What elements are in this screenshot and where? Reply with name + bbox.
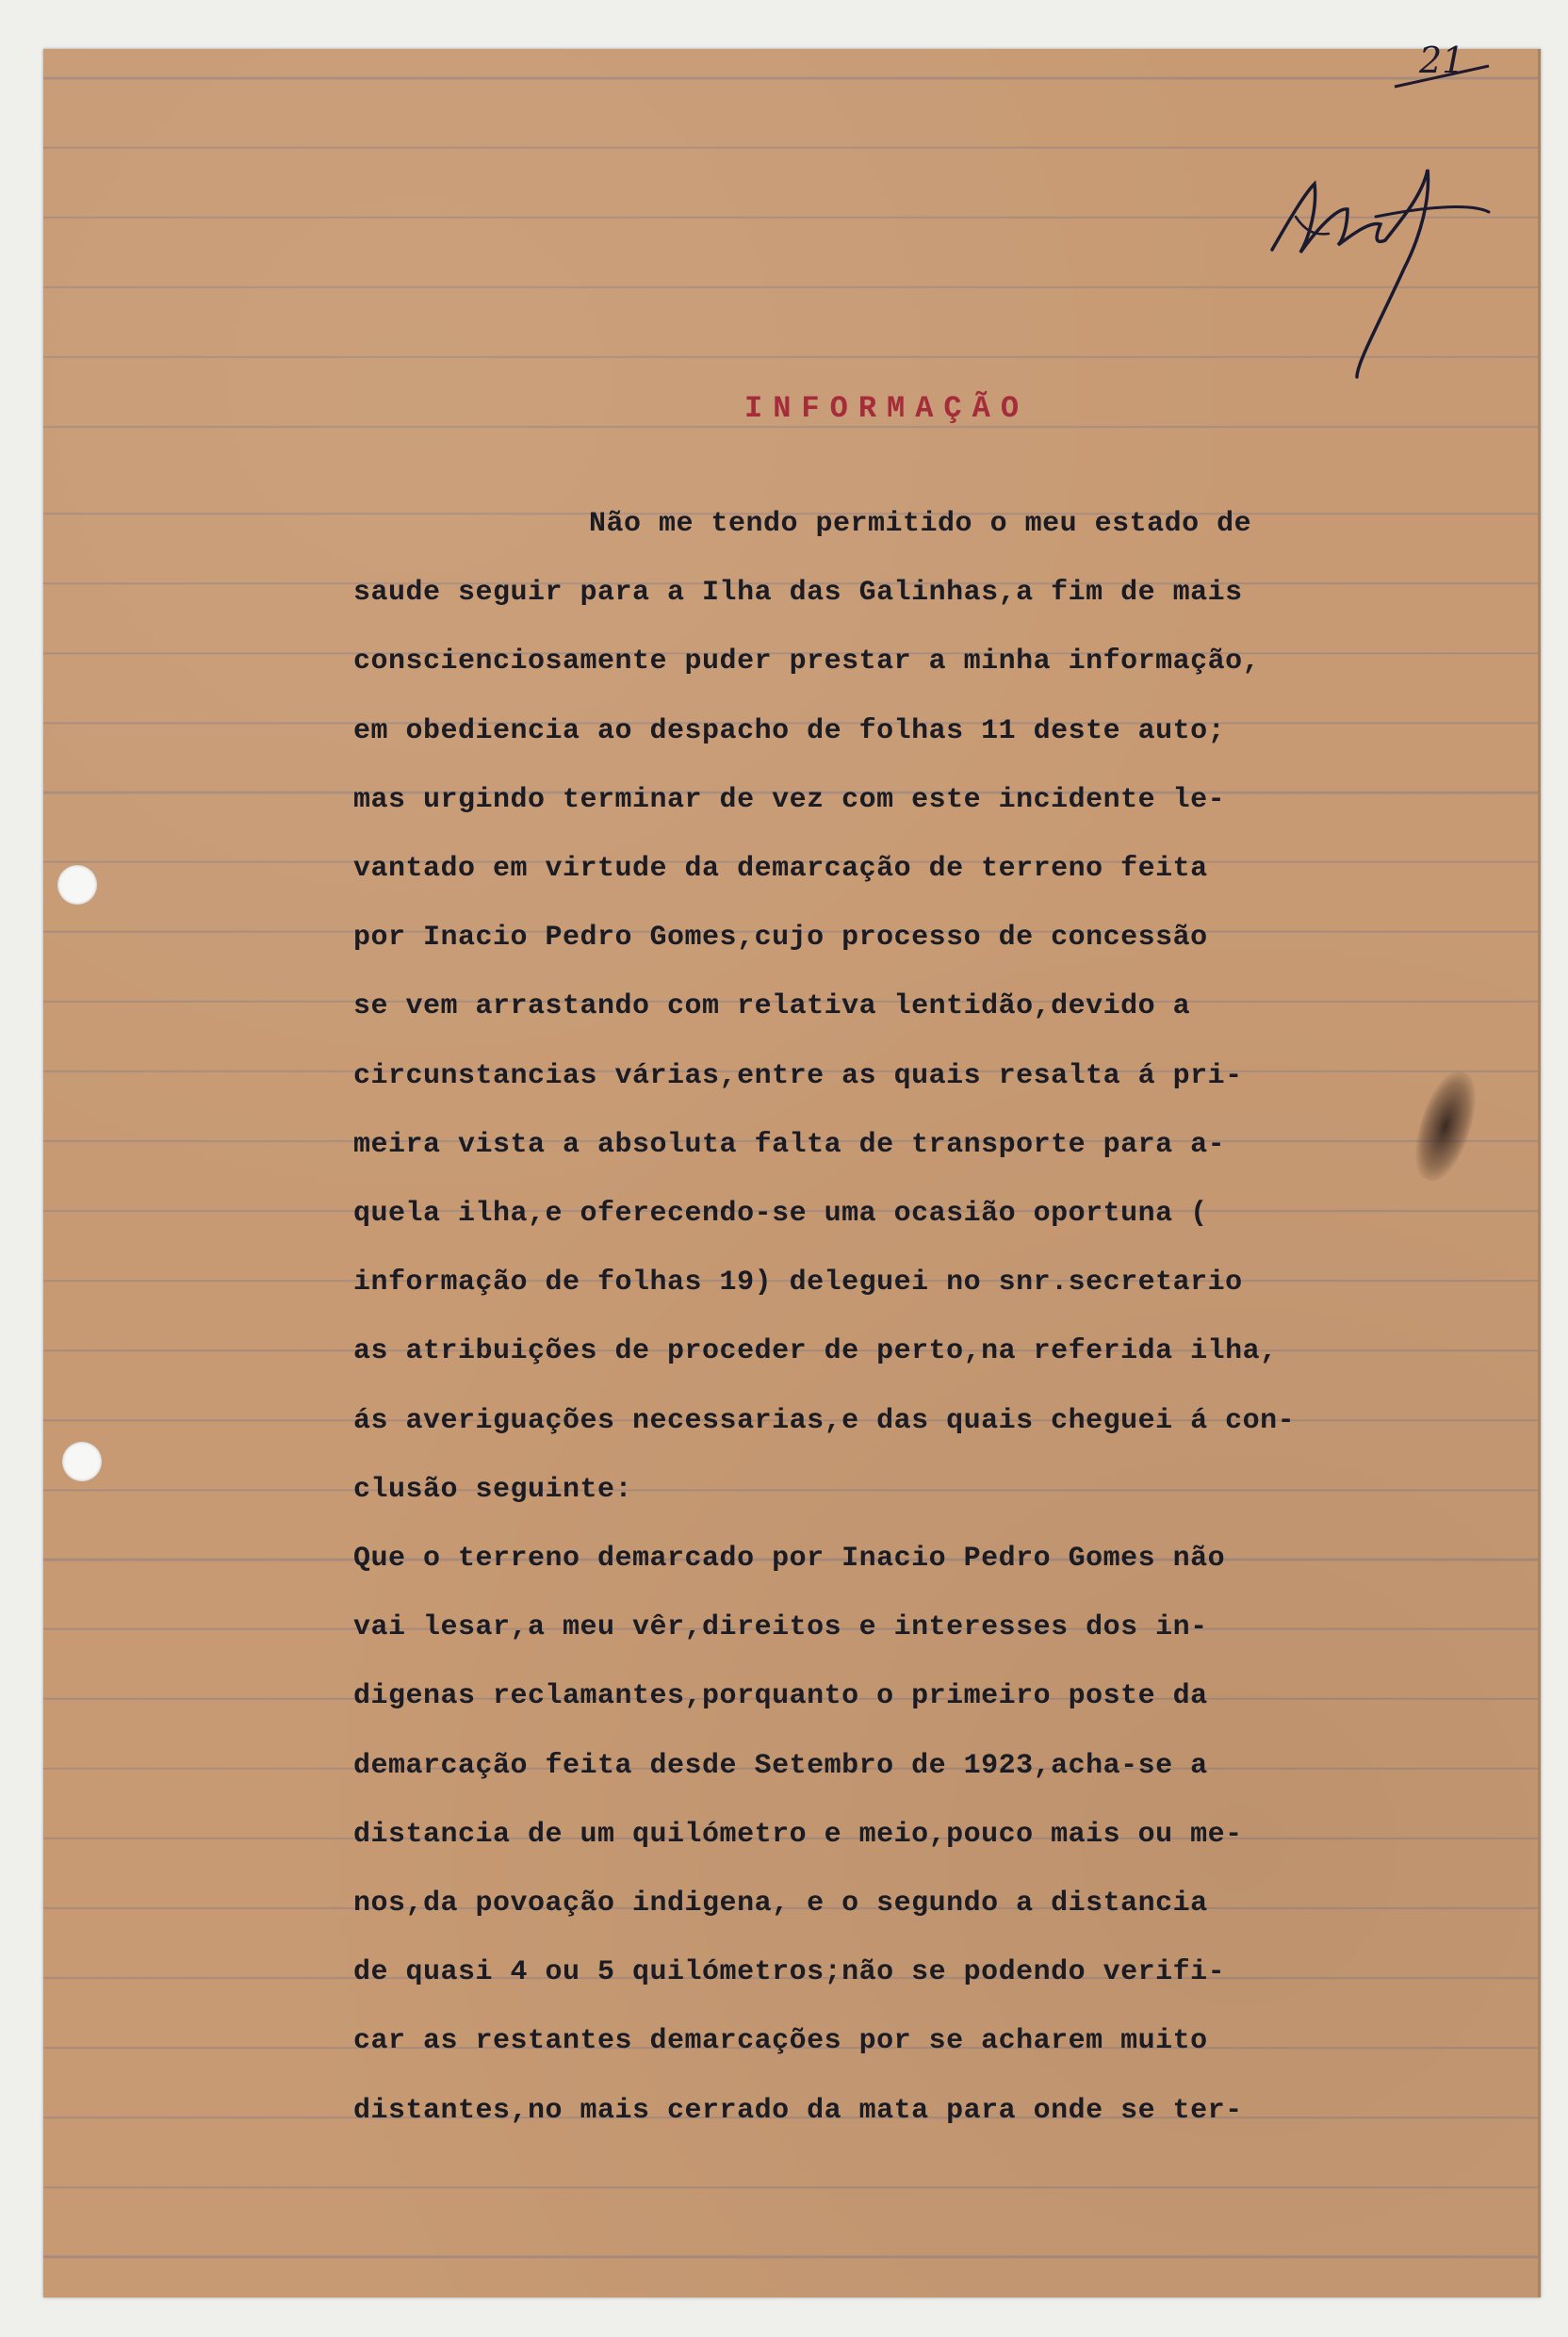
text-line: ás averiguações necessarias,e das quais cheguei á con-	[353, 1404, 1296, 1437]
text-line: em obediencia ao despacho de folhas 11 deste auto;	[353, 714, 1226, 747]
text-line: se vem arrastando com relativa lentidão,devido a	[353, 990, 1191, 1023]
handwritten-signature	[1206, 104, 1508, 386]
punch-hole	[62, 1442, 102, 1481]
text-line: demarcação feita desde Setembro de 1923,acha-se a	[353, 1749, 1208, 1782]
text-line: vai lesar,a meu vêr,direitos e interesses dos in-	[353, 1611, 1208, 1644]
text-line: digenas reclamantes,porquanto o primeiro poste da	[353, 1680, 1208, 1713]
text-line: car as restantes demarcações por se acharem muito	[353, 2025, 1208, 2058]
text-line: quela ilha,e oferecendo-se uma ocasião oportuna (	[353, 1198, 1208, 1231]
folio-number: 21	[1419, 40, 1465, 81]
text-line: distancia de um quilómetro e meio,pouco mais ou me-	[353, 1818, 1243, 1851]
punch-hole	[57, 865, 97, 905]
document-body	[353, 490, 1409, 2146]
text-line: saude seguir para a Ilha das Galinhas,a fim de mais	[353, 577, 1243, 610]
text-line: vantado em virtude da demarcação de terreno feita	[353, 853, 1208, 886]
text-line: clusão seguinte:	[353, 1473, 633, 1506]
text-line: Que o terreno demarcado por Inacio Pedro Gomes não	[353, 1543, 1226, 1576]
text-line: Não me tendo permitido o meu estado de	[589, 508, 1252, 540]
document-title: INFORMAÇÃO	[744, 391, 1030, 426]
text-line: nos,da povoação indigena, e o segundo a distancia	[353, 1888, 1208, 1920]
text-line: circunstancias várias,entre as quais resalta á pri-	[353, 1059, 1243, 1092]
text-line: as atribuições de proceder de perto,na referida ilha,	[353, 1335, 1278, 1368]
text-line: distantes,no mais cerrado da mata para onde se ter-	[353, 2094, 1243, 2127]
text-line: por Inacio Pedro Gomes,cujo processo de concessão	[353, 922, 1208, 955]
text-line: meira vista a absoluta falta de transporte para a-	[353, 1128, 1226, 1161]
text-line: de quasi 4 ou 5 quilómetros;não se podendo verifi-	[353, 1956, 1226, 1989]
text-line: conscienciosamente puder prestar a minha informação,	[353, 646, 1261, 678]
text-line: informação de folhas 19) deleguei no snr.secretario	[353, 1267, 1243, 1299]
text-line: mas urgindo terminar de vez com este incidente le-	[353, 783, 1226, 816]
